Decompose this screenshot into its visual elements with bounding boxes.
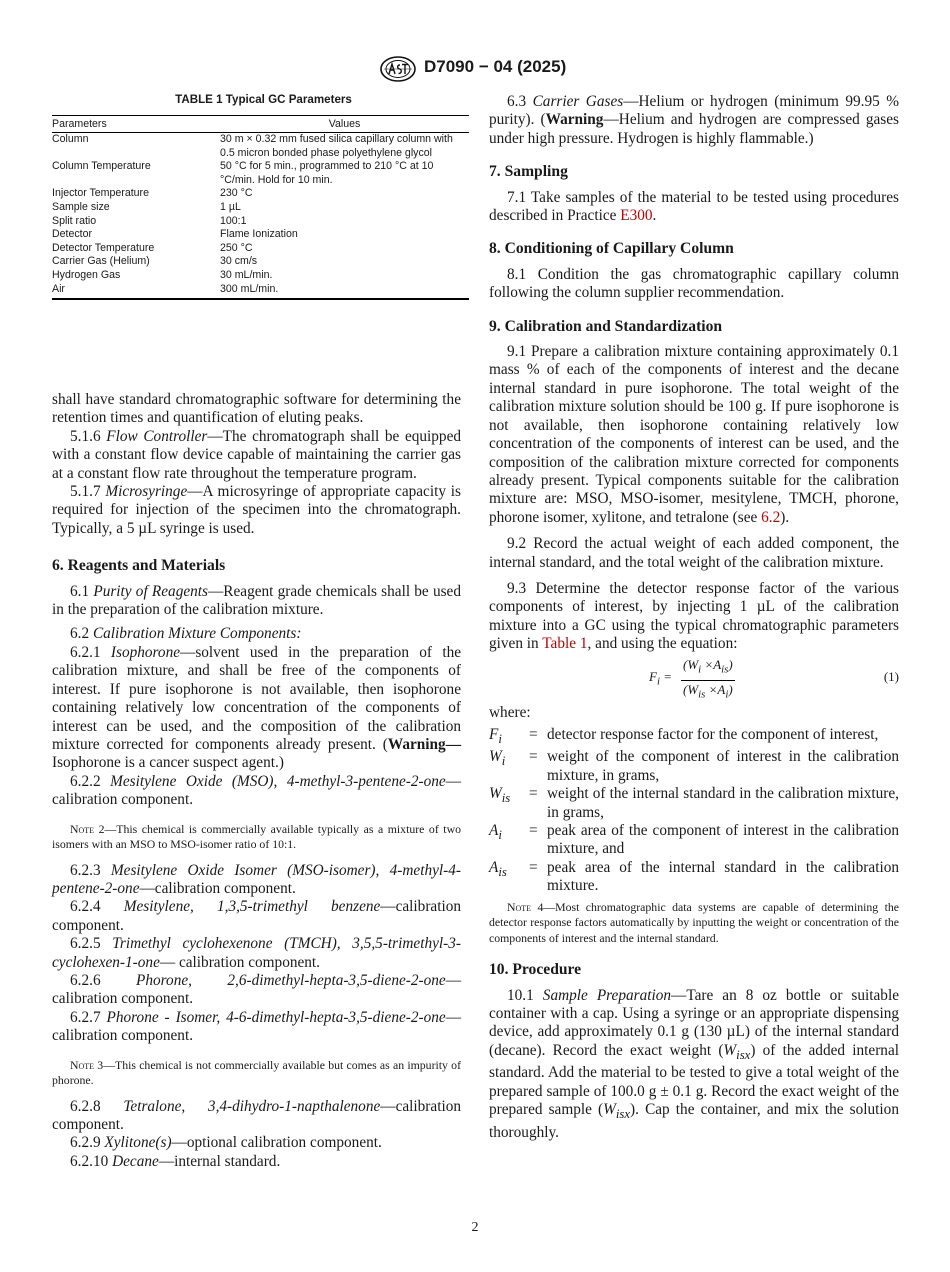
- definition-text: weight of the component of interest in the calibration mixture, in grams,: [547, 748, 899, 784]
- gc-parameters-table: [52, 115, 469, 298]
- table-cell-parameter: Carrier Gas (Helium): [52, 255, 150, 268]
- table-cell-parameter: Sample size: [52, 200, 110, 213]
- note-2: Note 2—This chemical is commercially available typically as a mixture of two isomers with an MSO to MSO-isomer ratio of 10:1.: [52, 821, 461, 852]
- definition-symbol: $F_i$: [489, 725, 502, 747]
- left-column: [52, 391, 461, 1171]
- table-cell-value: 250 °C: [220, 241, 253, 254]
- table-cell-value: 30 m × 0.32 mm fused silica capillary column with 0.5 micron bonded phase polyethylene glycol: [220, 133, 453, 159]
- definition-text: detector response factor for the component of interest,: [547, 725, 879, 743]
- definition-symbol: $A_{is}$: [489, 858, 507, 879]
- table-row: [52, 228, 469, 242]
- equation-fraction: [681, 656, 735, 704]
- table-1: [52, 93, 469, 300]
- page-header: [0, 56, 950, 84]
- paragraph-6-2-4: 6.2.4 Mesitylene, 1,3,5-trimethyl benzene—calibration component.: [52, 898, 462, 934]
- paragraph-10-1: 10.1 Sample Preparation—Tare an 8 oz bottle or suitable container with a cap. Using a syringe or an appropriate dispensing device, add approximately 0.1 g (130 µL) of the internal standard (decane). Record the exact weight $(W_{isx})$ of the added internal standard. Add the material to be tested to give a total weight of the prepared sample of 100.0 g ± 0.1 g. Record the exact weight of the prepared sample $(W_{isx})$. Cap the container, and mix the solution thoroughly.: [489, 986, 899, 1141]
- paragraph-6-2-9: 6.2.9 Xylitone(s)—optional calibration component.: [70, 1134, 382, 1152]
- table-cell-value: 300 mL/min.: [220, 282, 279, 295]
- table-row: [52, 160, 469, 187]
- paragraph-6-2-3: 6.2.3 Mesitylene Oxide Isomer (MSO-isomer), 4-methyl-4-pentene-2-one—calibration component.: [52, 861, 461, 897]
- column-header-values: Values: [220, 116, 469, 133]
- paragraph-6-2-6: 6.2.6 Phorone, 2,6-dimethyl-hepta-3,5-diene-2-one— calibration component.: [52, 971, 461, 1008]
- table-cell-value: Flame Ionization: [220, 228, 298, 241]
- definition-equals: =: [529, 822, 538, 840]
- page-number: 2: [471, 1220, 479, 1235]
- paragraph-5-1-7: 5.1.7 Microsyringe—A microsyringe of appropriate capacity is required for injection of the specimen into the chromatograph. Typically, a 5 µL syringe is used.: [52, 483, 461, 537]
- table-cell-parameter: Hydrogen Gas: [52, 268, 121, 281]
- paragraph-6-2-7: 6.2.7 Phorone - Isomer, 4-6-dimethyl-hepta-3,5-diene-2-one— calibration component.: [52, 1008, 461, 1045]
- table-cell-value: 30 mL/min.: [220, 268, 273, 281]
- definition-text: peak area of the component of interest in the calibration mixture, and: [547, 822, 899, 858]
- paragraph-6-3: 6.3 Carrier Gases—Helium or hydrogen (minimum 99.95 % purity). (Warning—Helium and hydrogen are compressed gases under high pressure. Hydrogen is highly flammable.): [489, 93, 899, 147]
- equation-lhs: $F_i$ =: [649, 668, 672, 688]
- paragraph-6-2-2: 6.2.2 Mesitylene Oxide (MSO), 4-methyl-3-pentene-2-one—calibration component.: [52, 772, 461, 809]
- paragraph-9-3: 9.3 Determine the detector response factor of the various components of interest, by injecting 1 µL of the calibration mixture into a GC using the typical chromatographic parameters given in Table 1, and using the equation:: [489, 579, 899, 653]
- table-cell-parameter: Split ratio: [52, 214, 97, 227]
- definition-symbol: $A_i$: [489, 822, 502, 843]
- table-cell-value: 230 °C: [220, 187, 253, 200]
- definition-text: weight of the internal standard in the calibration mixture, in grams,: [547, 785, 899, 821]
- table-row: [52, 269, 469, 283]
- table-bottom-rule: [52, 298, 469, 300]
- definition-item: [489, 785, 899, 822]
- definition-item: [489, 859, 899, 896]
- definition-equals: =: [529, 725, 538, 743]
- table-row: [52, 215, 469, 229]
- paragraph-5-1-6: 5.1.6 Flow Controller—The chromatograph shall be equipped with a constant flow device capable of maintaining the carrier gas at a constant flow rate throughout the temperature program.: [52, 427, 462, 482]
- definitions-list: [489, 726, 899, 896]
- definition-symbol: $W_i$: [489, 748, 506, 769]
- astm-logo-icon: [380, 56, 416, 82]
- paragraph-6-2-5: 6.2.5 Trimethyl cyclohexenone (TMCH), 3,5,5-trimethyl-3-cyclohexen-1-one— calibration component.: [52, 935, 461, 971]
- definition-item: [489, 822, 899, 859]
- table-1-link[interactable]: Table 1: [542, 635, 588, 653]
- equation-numerator: $(W_i \times A_{is})$: [681, 656, 735, 681]
- paragraph-7-1: 7.1 Take samples of the material to be tested using procedures described in Practice E300.: [489, 188, 899, 225]
- document-designation: D7090 − 04 (2025): [424, 57, 567, 76]
- section-8-heading: 8. Conditioning of Capillary Column: [489, 240, 734, 258]
- equation-1: [489, 656, 899, 701]
- paragraph-9-2: 9.2 Record the actual weight of each added component, the internal standard, and the total weight of the calibration mixture.: [489, 535, 899, 571]
- table-cell-value: 30 cm/s: [220, 255, 258, 268]
- paragraph-6-2-8: 6.2.8 Tetralone, 3,4-dihydro-1-napthalenone—calibration component.: [52, 1097, 461, 1133]
- note-3: Note 3—This chemical is not commercially available but comes as an impurity of phorone.: [52, 1057, 461, 1088]
- definition-equals: =: [529, 858, 538, 876]
- table-cell-parameter: Air: [52, 282, 65, 295]
- paragraph-6-2: 6.2 Calibration Mixture Components:: [70, 625, 302, 643]
- section-6-2-link[interactable]: 6.2: [761, 508, 781, 526]
- table-row: [52, 242, 469, 256]
- table-cell-value: 50 °C for 5 min., programmed to 210 °C at 10 °C/min. Hold for 10 min.: [220, 160, 434, 186]
- table-cell-parameter: Detector Temperature: [52, 241, 155, 254]
- definition-item: [489, 726, 899, 748]
- table-row: [52, 255, 469, 269]
- table-cell-parameter: Detector: [52, 228, 93, 241]
- column-header-parameters: Parameters: [52, 116, 220, 133]
- e300-link[interactable]: E300: [620, 207, 653, 225]
- table-cell-value: 1 µL: [220, 200, 241, 213]
- paragraph-9-1: 9.1 Prepare a calibration mixture containing approximately 0.1 mass % of each of the components of interest and the decane internal standard in pure isophorone. The total weight of the calibration mixture solution should be 100 g. If pure isophorone is not available, then isophorone containing relatively low concentration of the components of interest can be used, and the composition of the calibration mixture corrected for components already present. Typical components suitable for the calibration mixture are: MSO, MSO-isomer, mesitylene, TMCH, phorone, phorone isomer, xylitone, and tetralone (see 6.2).: [489, 343, 899, 526]
- definition-symbol: $W_{is}$: [489, 785, 511, 806]
- section-10-heading: 10. Procedure: [489, 961, 582, 979]
- definition-item: [489, 748, 899, 785]
- where-label: where:: [489, 703, 531, 721]
- paragraph-8-1: 8.1 Condition the gas chromatographic capillary column following the column supplier recommendation.: [489, 265, 899, 302]
- table-cell-parameter: Column: [52, 133, 89, 145]
- right-column: [489, 93, 899, 1142]
- table-caption: TABLE 1 Typical GC Parameters: [175, 93, 352, 106]
- definition-equals: =: [529, 748, 538, 766]
- definition-equals: =: [529, 785, 538, 803]
- note-4: Note 4—Most chromatographic data systems are capable of determining the detector response factors automatically by inputting the weight or concentration of the components of interest and the internal standard.: [489, 899, 899, 945]
- table-cell-parameter: Column Temperature: [52, 160, 151, 173]
- table-body: [52, 133, 469, 299]
- paragraph-6-2-1: 6.2.1 Isophorone—solvent used in the preparation of the calibration mixture, and shall be free of the components of interest. If pure isophorone is not available, then isophorone containing relatively low concentration of the components of interest can be used, and the composition of the calibration mixture corrected for components already present. (Warning—Isophorone is a cancer suspect agent.): [52, 643, 462, 772]
- section-7-heading: 7. Sampling: [489, 163, 568, 181]
- definition-text: peak area of the internal standard in the calibration mixture.: [547, 858, 899, 895]
- table-cell-parameter: Injector Temperature: [52, 187, 149, 200]
- equation-number: (1): [883, 668, 899, 684]
- table-row: [52, 187, 469, 201]
- table-row: [52, 201, 469, 215]
- section-6-heading: 6. Reagents and Materials: [52, 557, 226, 575]
- table-cell-value: 100:1: [220, 214, 247, 227]
- section-9-heading: 9. Calibration and Standardization: [489, 317, 723, 335]
- paragraph-6-2-10: 6.2.10 Decane—internal standard.: [70, 1152, 281, 1170]
- paragraph-6-1: 6.1 Purity of Reagents—Reagent grade chemicals shall be used in the preparation of the calibration mixture.: [52, 582, 461, 619]
- table-row: [52, 283, 469, 299]
- table-row: [52, 133, 469, 161]
- paragraph-5-1-5-continued: shall have standard chromatographic software for determining the retention times and quantification of eluting peaks.: [52, 391, 461, 427]
- equation-denominator: $(W_{is} \times A_i)$: [683, 681, 733, 701]
